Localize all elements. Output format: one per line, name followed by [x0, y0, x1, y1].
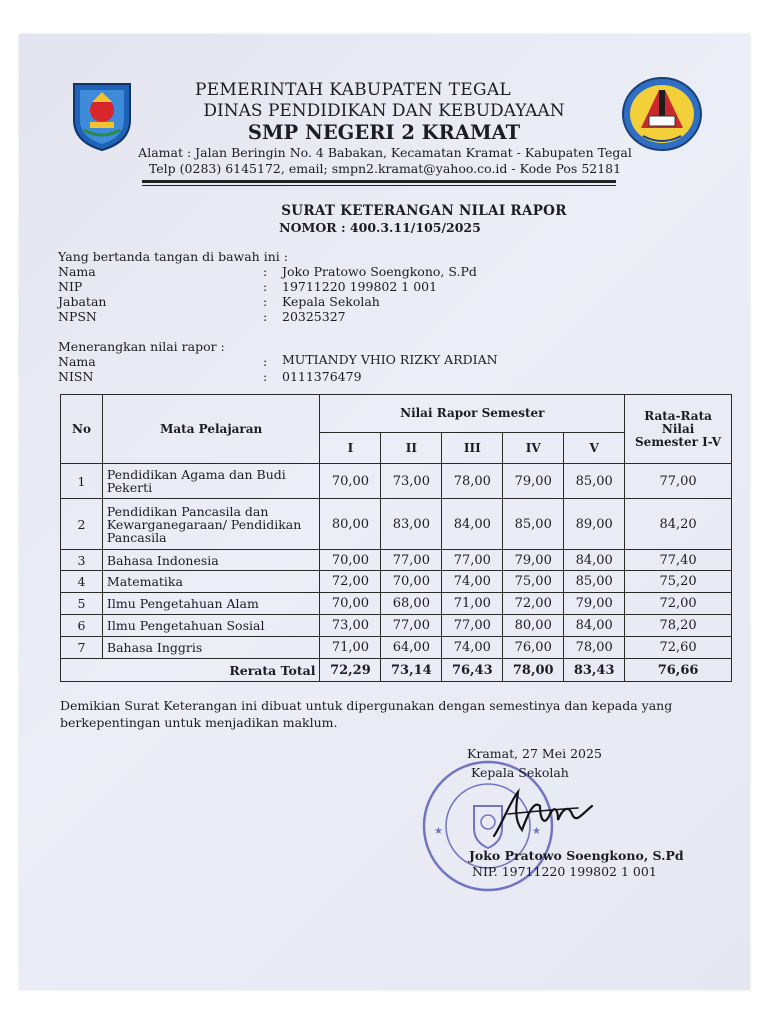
header-government: PEMERINTAH KABUPATEN TEGAL	[194, 80, 512, 100]
svg-text:★: ★	[434, 826, 443, 837]
row-score: 77,00	[381, 550, 442, 571]
signer-position-label: Jabatan	[58, 294, 107, 309]
row-score: 71,00	[442, 593, 503, 615]
table-row	[61, 499, 732, 550]
row-score: 80,00	[503, 615, 564, 637]
row-score: 72,00	[503, 593, 564, 615]
handwritten-signature	[488, 784, 598, 844]
header-semester-2: II	[381, 433, 442, 464]
table-row	[61, 550, 732, 571]
student-name-value: MUTIANDY VHIO RIZKY ARDIAN	[282, 352, 498, 367]
row-score: 78,00	[442, 464, 503, 499]
svg-text:★: ★	[532, 826, 541, 837]
signature-role: Kepala Sekolah	[471, 765, 569, 780]
colon: :	[263, 369, 268, 384]
signer-nip-label: NIP	[58, 279, 83, 294]
header-no: No	[61, 395, 103, 464]
row-score: 80,00	[320, 499, 381, 550]
header-divider-thin	[142, 185, 616, 186]
signer-position-value: Kepala Sekolah	[282, 294, 380, 309]
row-subject: Bahasa Inggris	[102, 637, 320, 659]
row-score: 84,00	[442, 499, 503, 550]
signer-npsn-value: 20325327	[282, 309, 346, 324]
row-average: 77,00	[625, 464, 732, 499]
row-score: 77,00	[442, 550, 503, 571]
row-score: 77,00	[381, 615, 442, 637]
total-score: 83,43	[564, 659, 625, 682]
total-label: Rerata Total	[61, 659, 320, 682]
table-total-row	[61, 659, 732, 682]
row-number: 4	[61, 571, 103, 593]
student-nisn-value: 0111376479	[282, 369, 362, 384]
row-subject: Pendidikan Agama dan Budi Pekerti	[102, 464, 320, 499]
student-name-label: Nama	[58, 354, 96, 369]
document-number: NOMOR : 400.3.11/105/2025	[279, 220, 481, 235]
grade-table	[60, 394, 732, 682]
row-score: 70,00	[320, 593, 381, 615]
total-score: 78,00	[503, 659, 564, 682]
table-row	[61, 615, 732, 637]
row-average: 75,20	[625, 571, 732, 593]
header-subject: Mata Pelajaran	[102, 395, 320, 464]
row-score: 83,00	[381, 499, 442, 550]
total-score: 73,14	[381, 659, 442, 682]
row-number: 6	[61, 615, 103, 637]
document-title: SURAT KETERANGAN NILAI RAPOR	[281, 203, 567, 219]
row-subject: Pendidikan Pancasila dan Kewarganegaraan/ Pendidikan Pancasila	[102, 499, 320, 550]
table-row	[61, 464, 732, 499]
row-score: 84,00	[564, 550, 625, 571]
signer-nip-value: 19711220 199802 1 001	[282, 279, 438, 294]
colon: :	[263, 294, 268, 309]
header-semester-group: Nilai Rapor Semester	[320, 395, 625, 433]
row-score: 71,00	[320, 637, 381, 659]
row-subject: Ilmu Pengetahuan Sosial	[102, 615, 320, 637]
row-score: 70,00	[320, 550, 381, 571]
header-semester-5: V	[564, 433, 625, 464]
header-semester-4: IV	[503, 433, 564, 464]
total-score: 76,43	[442, 659, 503, 682]
row-score: 72,00	[320, 571, 381, 593]
row-score: 79,00	[564, 593, 625, 615]
header-contact: Telp (0283) 6145172, email; smpn2.kramat@yahoo.co.id - Kode Pos 52181	[148, 161, 622, 176]
row-number: 3	[61, 550, 103, 571]
row-number: 2	[61, 499, 103, 550]
signer-name-label: Nama	[58, 264, 96, 279]
row-subject: Ilmu Pengetahuan Alam	[102, 593, 320, 615]
row-score: 78,00	[564, 637, 625, 659]
row-score: 79,00	[503, 550, 564, 571]
signer-intro: Yang bertanda tangan di bawah ini :	[58, 249, 288, 264]
row-score: 70,00	[381, 571, 442, 593]
row-score: 89,00	[564, 499, 625, 550]
row-number: 7	[61, 637, 103, 659]
header-semester-1: I	[320, 433, 381, 464]
student-intro: Menerangkan nilai rapor :	[58, 339, 225, 354]
header-department: DINAS PENDIDIKAN DAN KEBUDAYAAN	[203, 101, 565, 121]
table-row	[61, 593, 732, 615]
row-score: 73,00	[381, 464, 442, 499]
total-score: 72,29	[320, 659, 381, 682]
row-score: 85,00	[564, 571, 625, 593]
header-divider-thick	[142, 180, 616, 183]
header-semester-3: III	[442, 433, 503, 464]
colon: :	[263, 264, 268, 279]
row-score: 85,00	[564, 464, 625, 499]
signer-npsn-label: NPSN	[58, 309, 97, 324]
student-nisn-label: NISN	[58, 369, 94, 384]
row-score: 79,00	[503, 464, 564, 499]
row-score: 85,00	[503, 499, 564, 550]
closing-statement: Demikian Surat Keterangan ini dibuat untuk dipergunakan dengan semestinya dan kepada yang berkepentingan untuk menjadikan maklum.	[60, 698, 673, 730]
total-average: 76,66	[625, 659, 732, 682]
header-average: Rata-Rata Nilai Semester I-V	[625, 395, 732, 464]
signer-name-value: Joko Pratowo Soengkono, S.Pd	[282, 264, 477, 279]
row-number: 1	[61, 464, 103, 499]
row-score: 74,00	[442, 637, 503, 659]
table-row	[61, 637, 732, 659]
table-row	[61, 571, 732, 593]
header-address: Alamat : Jalan Beringin No. 4 Babakan, Kecamatan Kramat - Kabupaten Tegal	[138, 145, 632, 160]
row-score: 77,00	[442, 615, 503, 637]
row-number: 5	[61, 593, 103, 615]
row-subject: Matematika	[102, 571, 320, 593]
row-average: 77,40	[625, 550, 732, 571]
colon: :	[263, 354, 268, 369]
row-score: 64,00	[381, 637, 442, 659]
row-score: 74,00	[442, 571, 503, 593]
row-average: 72,00	[625, 593, 732, 615]
row-average: 84,20	[625, 499, 732, 550]
row-score: 68,00	[381, 593, 442, 615]
signature-nip: NIP. 19711220 199802 1 001	[472, 864, 657, 879]
colon: :	[263, 279, 268, 294]
signature-place-date: Kramat, 27 Mei 2025	[467, 746, 602, 761]
row-score: 76,00	[503, 637, 564, 659]
row-score: 73,00	[320, 615, 381, 637]
header-school-name: SMP NEGERI 2 KRAMAT	[247, 121, 521, 144]
row-average: 72,60	[625, 637, 732, 659]
colon: :	[263, 309, 268, 324]
row-score: 84,00	[564, 615, 625, 637]
row-score: 70,00	[320, 464, 381, 499]
row-score: 75,00	[503, 571, 564, 593]
signature-name: Joko Pratowo Soengkono, S.Pd	[469, 848, 684, 863]
row-subject: Bahasa Indonesia	[102, 550, 320, 571]
row-average: 78,20	[625, 615, 732, 637]
